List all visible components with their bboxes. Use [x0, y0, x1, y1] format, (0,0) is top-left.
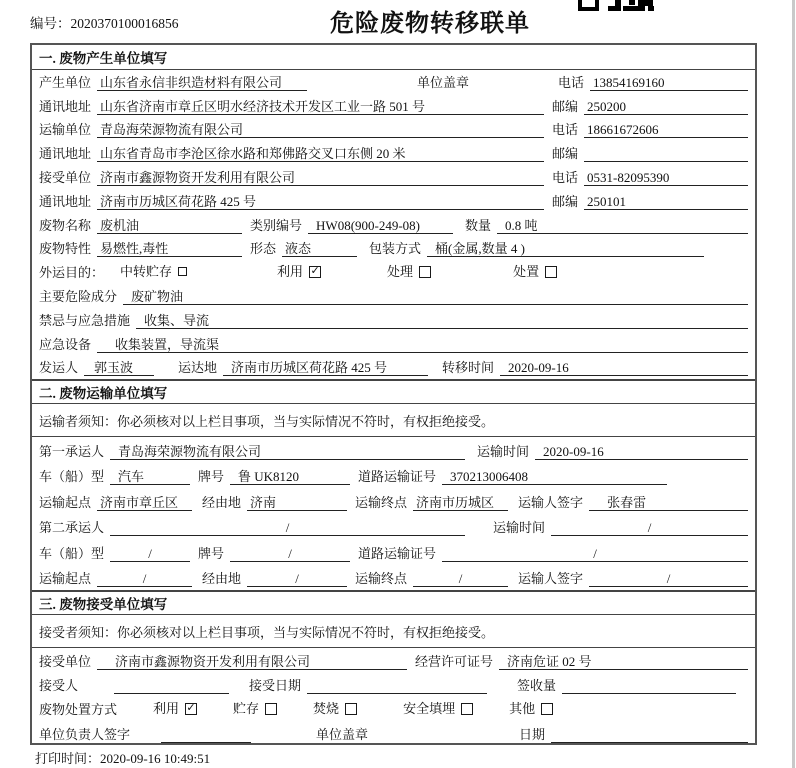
category-code-value: HW08(900-249-08): [308, 217, 453, 234]
disposal-incinerate-group: [313, 700, 357, 717]
purpose-dispose-group: [513, 263, 557, 280]
origin1-value: 济南市章丘区: [97, 494, 192, 511]
disposal-other-checkbox: [541, 703, 553, 715]
route1-row: [32, 488, 755, 514]
disposal-landfill-group: [403, 700, 473, 717]
first-carrier-row: [32, 437, 755, 463]
taboo-measures-value: 收集、导流: [136, 312, 748, 329]
purpose-dispose-label: 处置: [513, 264, 540, 280]
waste-form-label: 形态: [250, 241, 277, 257]
waste-trait-label: 废物特性: [39, 241, 92, 257]
transport-phone-value: 18661672606: [584, 121, 748, 138]
route2-row: [32, 565, 755, 591]
receiver-unit-label: 接受单位: [39, 169, 92, 185]
accept-unit-label: 接受单位: [39, 653, 92, 669]
via2-value: /: [247, 570, 347, 587]
transport-phone-label: 电话: [552, 122, 579, 138]
section-transporter: [32, 379, 755, 590]
transport-address-label: 通讯地址: [39, 146, 92, 162]
serial-label: 编号：: [30, 16, 71, 31]
responsible-sign-value: [161, 726, 251, 743]
emergency-equipment-label: 应急设备: [39, 336, 92, 352]
purpose-utilize-checkbox: ✓: [310, 265, 320, 278]
transport-address-row: [32, 141, 755, 165]
receiver-unit-row: [32, 165, 755, 189]
purpose-treat-checkbox: [419, 266, 431, 278]
receiver-phone-value: 0531-82095390: [584, 169, 748, 186]
transfer-form-table: [30, 43, 757, 745]
producer-phone-label: 电话: [558, 74, 585, 90]
road-permit2-label: 道路运输证号: [358, 545, 437, 561]
destination-value: 济南市历城区荷花路 425 号: [223, 359, 428, 376]
disposal-storage-label: 贮存: [233, 701, 260, 717]
waste-name-label: 废物名称: [39, 217, 92, 233]
serial-number: 2020370100016856: [70, 16, 179, 31]
section2-header: 二. 废物运输单位填写: [32, 379, 755, 404]
vehicle-type2-label: 车（船）型: [39, 545, 105, 561]
transporter-notice-text: 运输者须知：你必须核对以上栏目事项，当与实际情况不符时，有权拒绝接受。: [39, 413, 495, 429]
receiver-phone-label: 电话: [552, 169, 579, 185]
hazard-component-row: [32, 284, 755, 308]
transport-unit-label: 运输单位: [39, 122, 92, 138]
responsible-sign-row: [32, 721, 755, 745]
unit-seal-label: 单位盖章: [417, 74, 470, 90]
business-permit-value: 济南危证 02 号: [499, 653, 748, 670]
business-permit-label: 经营许可证号: [415, 653, 494, 669]
quantity-label: 数量: [465, 217, 492, 233]
window-edge-divider: [792, 0, 795, 768]
origin1-label: 运输起点: [39, 494, 92, 510]
producer-address-value: 山东省济南市章丘区明水经济技术开发区工业一路 501 号: [97, 98, 544, 115]
taboo-measures-label: 禁忌与应急措施: [39, 312, 131, 328]
disposal-landfill-label: 安全填埋: [403, 701, 456, 717]
terminus1-label: 运输终点: [355, 494, 408, 510]
receipt-qty-value: [562, 677, 736, 694]
purpose-treat-group: [387, 263, 431, 280]
receiver-unit-value: 济南市鑫源物资开发利用有限公司: [97, 169, 544, 186]
waste-form-value: 液态: [282, 240, 357, 257]
print-time-label: 打印时间：: [35, 751, 101, 766]
accept-unit-row: [32, 648, 755, 672]
shipper-row: [32, 356, 755, 380]
disposal-other-label: 其他: [509, 701, 536, 717]
unit-seal3-label: 单位盖章: [316, 726, 369, 742]
plate1-value: 鲁 UK8120: [230, 468, 350, 485]
disposal-storage-checkbox: [265, 703, 277, 715]
terminus2-label: 运输终点: [355, 571, 408, 587]
shipper-label: 发运人: [39, 360, 79, 376]
waste-name-value: 废机油: [97, 217, 242, 234]
via2-label: 经由地: [202, 571, 242, 587]
taboo-measures-row: [32, 308, 755, 332]
disposal-incinerate-checkbox: [345, 703, 357, 715]
receiver-address-row: [32, 189, 755, 213]
disposal-method-label: 废物处置方式: [39, 702, 118, 718]
category-code-label: 类别编号: [250, 217, 303, 233]
transport-time2-value: /: [551, 519, 748, 536]
disposal-method-row: [32, 697, 755, 721]
vehicle-type1-label: 车（船）型: [39, 469, 105, 485]
disposal-utilize-label: 利用: [153, 701, 180, 717]
responsible-sign-label: 单位负责人签字: [39, 726, 131, 742]
serial-number-line: [30, 12, 179, 32]
emergency-equipment-value: 收集装置，导流渠: [97, 336, 748, 353]
transport-zip-value: [584, 145, 748, 162]
disposal-landfill-checkbox: [461, 703, 473, 715]
receiver-notice: [32, 615, 755, 648]
origin2-label: 运输起点: [39, 571, 92, 587]
vehicle2-row: [32, 539, 755, 565]
second-carrier-row: [32, 514, 755, 540]
carrier-sign2-value: /: [589, 570, 748, 587]
transport-time1-label: 运输时间: [477, 443, 530, 459]
quantity-value: 0.8 吨: [497, 217, 748, 234]
transport-zip-label: 邮编: [552, 146, 579, 162]
purpose-label: 外运目的：: [39, 265, 105, 281]
purpose-utilize-label: 利用: [277, 264, 304, 280]
receiver-address-label: 通讯地址: [39, 193, 92, 209]
section1-header: 一. 废物产生单位填写: [32, 45, 755, 70]
date-label: 日期: [519, 726, 546, 742]
carrier-sign1-label: 运输人签字: [518, 494, 584, 510]
transporter-notice: [32, 404, 755, 437]
origin2-value: /: [97, 570, 192, 587]
producer-unit-value: 山东省永信非织造材料有限公司: [97, 74, 307, 91]
waste-trait-row: [32, 237, 755, 261]
producer-unit-row: [32, 70, 755, 94]
date-value: [551, 726, 748, 743]
producer-address-row: [32, 94, 755, 118]
accept-unit-value: 济南市鑫源物资开发利用有限公司: [97, 653, 407, 670]
terminus2-value: /: [413, 570, 508, 587]
receiver-address-value: 济南市历城区荷花路 425 号: [97, 193, 544, 210]
waste-trait-value: 易燃性,毒性: [97, 240, 242, 257]
accept-date-value: [307, 677, 487, 694]
second-carrier-label: 第二承运人: [39, 520, 105, 536]
first-carrier-label: 第一承运人: [39, 443, 105, 459]
carrier-sign1-value: 张春雷: [589, 494, 748, 511]
page-title: 危险废物转移联单: [330, 11, 530, 37]
transport-unit-row: [32, 118, 755, 142]
receiver-zip-value: 250101: [584, 193, 748, 210]
accept-date-label: 接受日期: [249, 677, 302, 693]
carrier-sign2-label: 运输人签字: [518, 571, 584, 587]
disposal-utilize-group: [153, 700, 197, 717]
packing-value: 桶(金属,数量 4 ): [427, 240, 704, 257]
disposal-storage-group: [233, 700, 277, 717]
purpose-dispose-checkbox: [545, 266, 557, 278]
vehicle1-row: [32, 463, 755, 489]
transport-time1-value: 2020-09-16: [535, 443, 748, 460]
section-producer: [32, 45, 755, 379]
vehicle-type1-value: 汽车: [110, 468, 190, 485]
document-header: [0, 0, 796, 43]
acceptor-row: [32, 673, 755, 697]
purpose-transfer-storage-checkbox: [178, 267, 187, 276]
emergency-equipment-row: [32, 332, 755, 356]
purpose-transfer-storage-group: [120, 263, 187, 280]
transport-unit-value: 青岛海荣源物流有限公司: [97, 121, 544, 138]
disposal-utilize-checkbox: ✓: [186, 702, 196, 715]
plate1-label: 牌号: [198, 469, 225, 485]
producer-phone-value: 13854169160: [590, 74, 748, 91]
disposal-other-group: [509, 700, 553, 717]
purpose-treat-label: 处理: [387, 264, 414, 280]
section3-header: 三. 废物接受单位填写: [32, 590, 755, 615]
via1-value: 济南: [247, 494, 347, 511]
waste-name-row: [32, 213, 755, 237]
producer-unit-label: 产生单位: [39, 74, 92, 90]
producer-address-label: 通讯地址: [39, 98, 92, 114]
plate2-label: 牌号: [198, 545, 225, 561]
second-carrier-value: /: [110, 519, 465, 536]
hazard-component-value: 废矿物油: [123, 288, 748, 305]
destination-label: 运达地: [178, 360, 218, 376]
disposal-incinerate-label: 焚烧: [313, 701, 340, 717]
terminus1-value: 济南市历城区: [413, 494, 508, 511]
road-permit1-label: 道路运输证号: [358, 469, 437, 485]
section-receiver: [32, 590, 755, 745]
producer-zip-value: 250200: [584, 98, 748, 115]
shipper-value: 郭玉波: [84, 359, 154, 376]
packing-label: 包装方式: [369, 241, 422, 257]
road-permit2-value: /: [442, 545, 748, 562]
vehicle-type2-value: /: [110, 545, 190, 562]
via1-label: 经由地: [202, 494, 242, 510]
receiver-notice-text: 接受者须知：你必须核对以上栏目事项，当与实际情况不符时，有权拒绝接受。: [39, 624, 495, 640]
acceptor-label: 接受人: [39, 677, 79, 693]
print-time-value: 2020-09-16 10:49:51: [100, 751, 211, 766]
print-time-line: [35, 748, 210, 767]
plate2-value: /: [230, 545, 350, 562]
transfer-time-value: 2020-09-16: [500, 359, 748, 376]
first-carrier-value: 青岛海荣源物流有限公司: [110, 443, 465, 460]
transport-time2-label: 运输时间: [493, 520, 546, 536]
road-permit1-value: 370213006408: [442, 468, 667, 485]
purpose-row: [32, 260, 755, 284]
transport-address-value: 山东省青岛市李沧区徐水路和郑佛路交叉口东侧 20 米: [97, 145, 544, 162]
hazard-component-label: 主要危险成分: [39, 288, 118, 304]
receiver-zip-label: 邮编: [552, 193, 579, 209]
acceptor-value: [114, 677, 229, 694]
purpose-transfer-storage-label: 中转贮存: [120, 264, 173, 280]
receipt-qty-label: 签收量: [517, 677, 557, 693]
transfer-time-label: 转移时间: [442, 360, 495, 376]
purpose-utilize-group: [277, 263, 321, 280]
producer-zip-label: 邮编: [552, 98, 579, 114]
